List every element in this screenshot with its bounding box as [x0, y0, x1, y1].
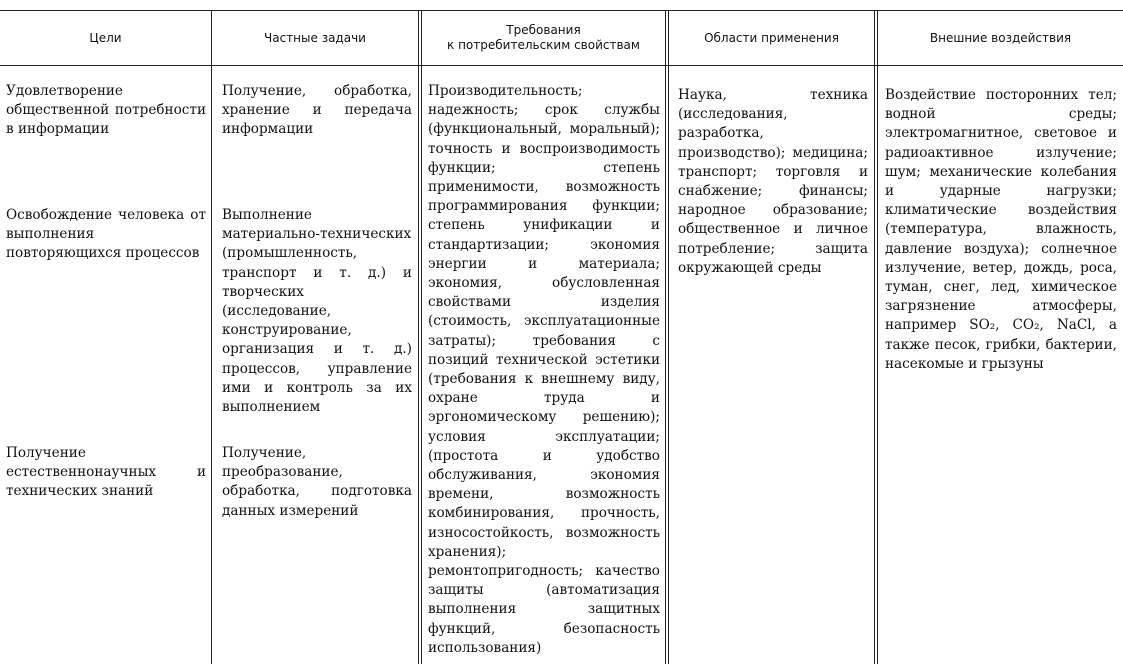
requirements-cell: Производительность; надежность; срок службы (функциональный, моральный); точность и воспроизводимость функции; степень применимости, возможность программирования функции; степень унификации и стандартизации; экономия энергии и материала; экономия, обусловленная свойствами изделия (стоимость, эксплуатационные затраты); требования с позиций технической эстетики (требования к внешнему виду, охране труда и эргономическому решению); условия эксплуатации; (простота и удобство обслуживания, экономия времени, возможность комбинирования, прочность, износостойкость, возможность хранения); ремонтопригодность; качество защиты (автоматизация выполнения защитных функций, безопасность использования) — [428, 83, 660, 656]
goal-cell: Получение естественнонаучных и технических знаний — [6, 445, 206, 500]
column-divider — [874, 10, 875, 664]
column-divider — [418, 10, 419, 664]
column-divider — [211, 10, 212, 664]
applications-cell: Наука, техника (исследования, разработка, производство); медицина; транспорт; торговля и снабжение; финансы; народное образование; общественное и личное потребление; защита окружающей среды — [678, 87, 868, 276]
subtask-cell: Получение, обработка, хранение и передача информации — [222, 83, 412, 138]
column-divider — [877, 10, 878, 664]
goal-cell: Удовлетворение общественной потребности в информации — [6, 83, 206, 138]
column-divider — [668, 10, 669, 664]
header-goals: Цели — [89, 30, 122, 45]
header-requirements: Требования к потребительским свойствам — [447, 23, 640, 52]
column-divider — [665, 10, 666, 664]
external-effects-cell: Воздействие посторонних тел; водной среды; электромагнитное, световое и радиоактивное излучение; шум; механические колебания и ударные нагрузки; климатические воздействия (температура, влажность, давление воздуха); солнечное излучение, ветер, дождь, роса, туман, снег, лед, химическое загрязнение атмосферы, например SO₂, CO₂, NaCl, а также песок, грибки, бактерии, насекомые и грызуны — [885, 87, 1117, 372]
header-subtasks: Частные задачи — [264, 30, 366, 45]
header-bottom-rule — [0, 65, 1123, 66]
header-external-effects: Внешние воздействия — [929, 30, 1072, 45]
column-divider — [421, 10, 422, 664]
header-applications: Области применения — [704, 30, 839, 45]
subtask-cell: Получение, преобразование, обработка, подготовка данных измерений — [222, 445, 412, 519]
goal-cell: Освобождение человека от выполнения повторяющихся процессов — [6, 207, 206, 262]
subtask-cell: Выполнение материально-технических (промышленность, транспорт и т. д.) и творческих (исследование, конструирование, организация и т. д.) процессов, управление ими и контроль за их выполнением — [222, 207, 412, 416]
